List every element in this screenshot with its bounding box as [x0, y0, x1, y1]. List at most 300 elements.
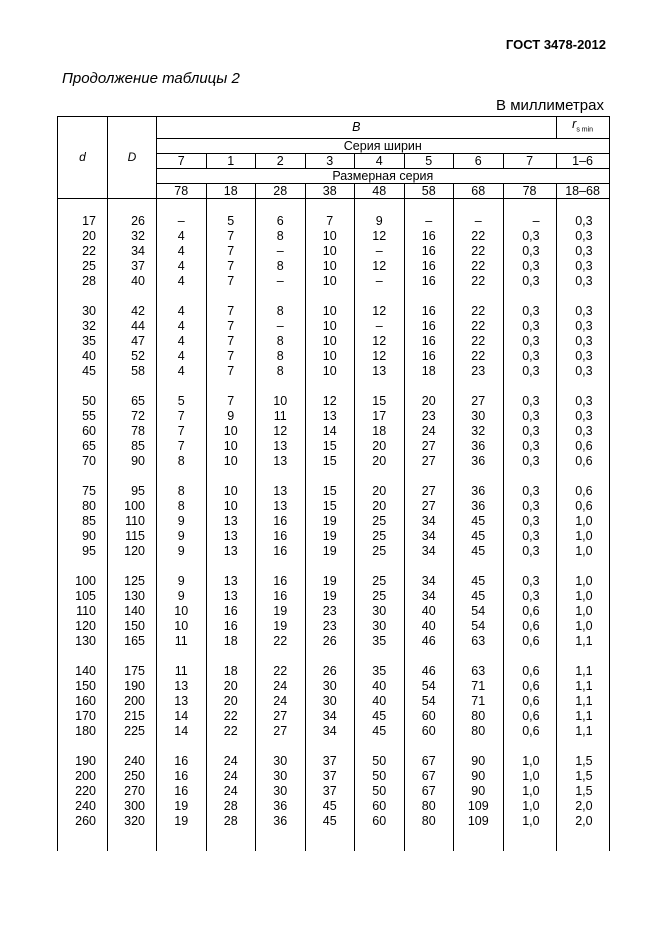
- table-cell: 0,3: [556, 304, 609, 319]
- table-body: [58, 198, 610, 851]
- table-cell: 26: [305, 634, 355, 649]
- table-cell: 19: [256, 604, 306, 619]
- table-cell: 12: [355, 334, 405, 349]
- spacer-cell: [503, 559, 556, 574]
- table-cell: 0,3: [503, 259, 556, 274]
- table-cell: 180: [58, 724, 108, 739]
- table-cell: 40: [58, 349, 108, 364]
- spacer-cell: [355, 559, 405, 574]
- table-row: [58, 409, 610, 424]
- table-cell: 10: [305, 274, 355, 289]
- table-cell: 4: [157, 274, 207, 289]
- table-cell: 130: [108, 589, 157, 604]
- table-cell: 110: [58, 604, 108, 619]
- table-cell: 54: [404, 679, 454, 694]
- spacer-cell: [157, 739, 207, 754]
- table-cell: 60: [355, 814, 405, 829]
- table-cell: 24: [206, 784, 256, 799]
- table-cell: 10: [206, 499, 256, 514]
- spacer-cell: [503, 829, 556, 851]
- table-cell: 1,1: [556, 724, 609, 739]
- table-cell: 14: [157, 709, 207, 724]
- spacer-cell: [108, 469, 157, 484]
- table-row: [58, 439, 610, 454]
- table-cell: 30: [256, 784, 306, 799]
- table-row: [58, 634, 610, 649]
- table-row: [58, 424, 610, 439]
- table-cell: 22: [454, 319, 504, 334]
- table-cell: 85: [58, 514, 108, 529]
- table-row: [58, 604, 610, 619]
- spacer-cell: [157, 829, 207, 851]
- table-cell: 71: [454, 679, 504, 694]
- table-cell: 0,6: [556, 484, 609, 499]
- table-cell: 80: [58, 499, 108, 514]
- spacer-cell: [58, 469, 108, 484]
- table-cell: 1,0: [556, 604, 609, 619]
- spacer-cell: [58, 198, 108, 214]
- table-cell: 22: [256, 634, 306, 649]
- table-row: [58, 214, 610, 229]
- table-cell: 110: [108, 514, 157, 529]
- table-cell: 0,3: [556, 259, 609, 274]
- spacer-cell: [206, 198, 256, 214]
- table-cell: 24: [256, 694, 306, 709]
- table-cell: 20: [355, 439, 405, 454]
- table-cell: 24: [256, 679, 306, 694]
- table-cell: 40: [404, 604, 454, 619]
- spacer-cell: [556, 829, 609, 851]
- table-cell: 30: [454, 409, 504, 424]
- table-cell: 10: [305, 364, 355, 379]
- width-series-cell: 4: [355, 153, 405, 168]
- table-cell: 15: [355, 394, 405, 409]
- table-cell: 7: [206, 334, 256, 349]
- table-cell: 11: [157, 634, 207, 649]
- table-cell: 5: [157, 394, 207, 409]
- spacer-cell: [355, 649, 405, 664]
- spacer-cell: [454, 469, 504, 484]
- table-cell: 13: [256, 484, 306, 499]
- table-cell: 0,3: [503, 304, 556, 319]
- table-cell: 20: [355, 454, 405, 469]
- spacer-cell: [305, 379, 355, 394]
- table-cell: 0,6: [556, 499, 609, 514]
- table-cell: 0,3: [503, 529, 556, 544]
- table-cell: 9: [157, 529, 207, 544]
- table-cell: 34: [305, 709, 355, 724]
- table-cell: 36: [454, 454, 504, 469]
- table-cell: 0,3: [503, 229, 556, 244]
- spacer-cell: [404, 379, 454, 394]
- col-header-d: d: [58, 117, 108, 199]
- col-header-rs: [556, 117, 609, 139]
- table-cell: 8: [256, 349, 306, 364]
- table-cell: 36: [256, 799, 306, 814]
- table-cell: 37: [108, 259, 157, 274]
- table-cell: 27: [256, 709, 306, 724]
- table-cell: 7: [206, 364, 256, 379]
- table-row: [58, 484, 610, 499]
- table-cell: –: [454, 214, 504, 229]
- table-cell: 19: [305, 529, 355, 544]
- spacer-cell: [256, 649, 306, 664]
- table-cell: 80: [454, 724, 504, 739]
- table-cell: 27: [404, 454, 454, 469]
- table-cell: 32: [108, 229, 157, 244]
- table-row: [58, 694, 610, 709]
- table-cell: 75: [58, 484, 108, 499]
- table-cell: 1,0: [556, 544, 609, 559]
- table-cell: 22: [454, 259, 504, 274]
- table-cell: 13: [206, 589, 256, 604]
- table-cell: –: [256, 274, 306, 289]
- table-cell: 63: [454, 664, 504, 679]
- table-cell: 0,3: [556, 424, 609, 439]
- table-cell: 27: [404, 484, 454, 499]
- table-cell: 22: [454, 244, 504, 259]
- table-cell: 25: [355, 529, 405, 544]
- spacer-cell: [355, 739, 405, 754]
- table-cell: 7: [206, 259, 256, 274]
- table-cell: 34: [404, 529, 454, 544]
- table-cell: 20: [404, 394, 454, 409]
- table-cell: 23: [305, 619, 355, 634]
- table-cell: 9: [355, 214, 405, 229]
- table-cell: 10: [305, 334, 355, 349]
- table-row: [58, 754, 610, 769]
- width-series-cell: 5: [404, 153, 454, 168]
- table-row: [58, 709, 610, 724]
- table-cell: 1,5: [556, 769, 609, 784]
- table-cell: 8: [157, 454, 207, 469]
- group-spacer: [58, 559, 610, 574]
- table-cell: 0,3: [556, 214, 609, 229]
- table-cell: 0,3: [556, 364, 609, 379]
- table-cell: 34: [108, 244, 157, 259]
- table-cell: 30: [305, 679, 355, 694]
- width-series-cell: 7: [503, 153, 556, 168]
- table-cell: 1,0: [556, 574, 609, 589]
- table-cell: 20: [206, 679, 256, 694]
- table-cell: 0,3: [556, 409, 609, 424]
- table-cell: 16: [404, 274, 454, 289]
- table-row: [58, 364, 610, 379]
- table-cell: 50: [355, 769, 405, 784]
- table-cell: 45: [305, 799, 355, 814]
- table-cell: 40: [355, 679, 405, 694]
- spacer-cell: [404, 289, 454, 304]
- table-cell: 80: [404, 799, 454, 814]
- table-cell: 22: [454, 349, 504, 364]
- table-cell: 0,3: [503, 514, 556, 529]
- table-cell: 0,6: [503, 604, 556, 619]
- table-cell: 1,1: [556, 709, 609, 724]
- standard-number: ГОСТ 3478-2012: [505, 37, 606, 52]
- table-cell: 10: [305, 319, 355, 334]
- table-cell: 320: [108, 814, 157, 829]
- table-cell: 42: [108, 304, 157, 319]
- spacer-cell: [355, 469, 405, 484]
- table-cell: 19: [157, 814, 207, 829]
- table-cell: 13: [256, 454, 306, 469]
- table-cell: –: [355, 274, 405, 289]
- table-cell: 36: [454, 499, 504, 514]
- table-cell: 109: [454, 814, 504, 829]
- table-cell: 28: [206, 814, 256, 829]
- col-header-D: D: [108, 117, 157, 199]
- table-cell: 10: [206, 484, 256, 499]
- table-cell: 12: [256, 424, 306, 439]
- table-cell: 22: [58, 244, 108, 259]
- table-cell: 18: [206, 664, 256, 679]
- table-cell: 22: [256, 664, 306, 679]
- table-cell: –: [503, 214, 556, 229]
- table-cell: 240: [108, 754, 157, 769]
- group-spacer: [58, 739, 610, 754]
- table-cell: 54: [454, 604, 504, 619]
- spacer-cell: [256, 198, 306, 214]
- table-row: [58, 814, 610, 829]
- table-cell: 1,0: [556, 514, 609, 529]
- table-row: [58, 799, 610, 814]
- table-cell: –: [256, 319, 306, 334]
- table-cell: 47: [108, 334, 157, 349]
- table-cell: 215: [108, 709, 157, 724]
- table-cell: 17: [58, 214, 108, 229]
- table-cell: 19: [305, 514, 355, 529]
- size-series-cell: 18: [206, 183, 256, 198]
- table-cell: 23: [454, 364, 504, 379]
- table-cell: 15: [305, 484, 355, 499]
- table-cell: 7: [206, 394, 256, 409]
- spacer-cell: [556, 198, 609, 214]
- table-cell: 6: [256, 214, 306, 229]
- table-cell: 7: [206, 319, 256, 334]
- table-cell: 240: [58, 799, 108, 814]
- table-cell: 140: [108, 604, 157, 619]
- table-cell: 60: [58, 424, 108, 439]
- table-cell: 0,6: [503, 634, 556, 649]
- table-cell: 270: [108, 784, 157, 799]
- table-cell: 10: [305, 244, 355, 259]
- table-cell: 190: [58, 754, 108, 769]
- table-cell: 170: [58, 709, 108, 724]
- table-cell: 7: [157, 439, 207, 454]
- table-cell: 26: [108, 214, 157, 229]
- table-cell: 8: [157, 499, 207, 514]
- table-cell: 45: [355, 724, 405, 739]
- table-cell: 28: [206, 799, 256, 814]
- spacer-cell: [108, 379, 157, 394]
- spacer-cell: [157, 198, 207, 214]
- table-cell: 23: [305, 604, 355, 619]
- table-cell: 1,1: [556, 694, 609, 709]
- table-cell: 1,0: [556, 529, 609, 544]
- group-spacer: [58, 649, 610, 664]
- spacer-cell: [454, 379, 504, 394]
- spacer-cell: [206, 559, 256, 574]
- table-cell: 13: [206, 529, 256, 544]
- table-cell: 27: [404, 499, 454, 514]
- table-cell: 60: [404, 724, 454, 739]
- table-cell: 60: [355, 799, 405, 814]
- spacer-cell: [404, 649, 454, 664]
- table-cell: 1,0: [556, 589, 609, 604]
- table-row: [58, 784, 610, 799]
- table-cell: 10: [157, 619, 207, 634]
- table-row: [58, 349, 610, 364]
- spacer-cell: [404, 198, 454, 214]
- table-cell: 54: [404, 694, 454, 709]
- table-cell: 0,6: [556, 454, 609, 469]
- table-cell: 12: [305, 394, 355, 409]
- table-cell: 1,0: [503, 814, 556, 829]
- table-cell: 0,3: [503, 349, 556, 364]
- table-cell: 95: [58, 544, 108, 559]
- table-cell: 109: [454, 799, 504, 814]
- spacer-cell: [256, 829, 306, 851]
- table-cell: 4: [157, 244, 207, 259]
- table-cell: 16: [256, 589, 306, 604]
- table-cell: 10: [206, 439, 256, 454]
- table-cell: 4: [157, 349, 207, 364]
- table-cell: 250: [108, 769, 157, 784]
- table-cell: 0,3: [503, 274, 556, 289]
- table-cell: 15: [305, 454, 355, 469]
- table-cell: 27: [256, 724, 306, 739]
- spacer-cell: [206, 289, 256, 304]
- table-cell: –: [157, 214, 207, 229]
- table-row: [58, 394, 610, 409]
- table-cell: 16: [256, 514, 306, 529]
- table-cell: 0,3: [503, 454, 556, 469]
- spacer-cell: [556, 379, 609, 394]
- table-cell: 50: [355, 784, 405, 799]
- table-cell: 30: [355, 619, 405, 634]
- spacer-cell: [58, 379, 108, 394]
- table-cell: 0,3: [503, 334, 556, 349]
- table-cell: 8: [256, 304, 306, 319]
- spacer-cell: [404, 559, 454, 574]
- table-cell: 14: [157, 724, 207, 739]
- table-cell: 8: [256, 334, 306, 349]
- table-cell: 27: [454, 394, 504, 409]
- table-cell: 46: [404, 634, 454, 649]
- group-spacer: [58, 198, 610, 214]
- table-cell: 1,0: [503, 784, 556, 799]
- table-cell: 26: [305, 664, 355, 679]
- table-cell: –: [355, 244, 405, 259]
- spacer-cell: [157, 379, 207, 394]
- table-cell: 25: [355, 514, 405, 529]
- table-cell: 0,6: [503, 679, 556, 694]
- table-cell: 11: [157, 664, 207, 679]
- table-cell: 220: [58, 784, 108, 799]
- spacer-cell: [454, 829, 504, 851]
- table-cell: 7: [157, 424, 207, 439]
- table-cell: 13: [157, 694, 207, 709]
- table-cell: 67: [404, 784, 454, 799]
- table-row: [58, 769, 610, 784]
- table-cell: 0,3: [503, 589, 556, 604]
- table-cell: 90: [454, 754, 504, 769]
- spacer-cell: [355, 379, 405, 394]
- table-cell: 17: [355, 409, 405, 424]
- table-row: [58, 229, 610, 244]
- table-cell: 0,3: [556, 334, 609, 349]
- table-cell: 10: [305, 259, 355, 274]
- table-cell: 24: [404, 424, 454, 439]
- size-series-cell: 38: [305, 183, 355, 198]
- table-cell: 0,3: [503, 364, 556, 379]
- spacer-cell: [454, 289, 504, 304]
- table-cell: 9: [157, 574, 207, 589]
- spacer-cell: [305, 829, 355, 851]
- table-cell: 9: [157, 589, 207, 604]
- table-row: [58, 259, 610, 274]
- spacer-cell: [157, 469, 207, 484]
- table-cell: 8: [256, 229, 306, 244]
- spacer-cell: [256, 469, 306, 484]
- table-cell: 37: [305, 754, 355, 769]
- table-cell: 190: [108, 679, 157, 694]
- table-cell: 7: [305, 214, 355, 229]
- table-cell: 16: [206, 619, 256, 634]
- table-cell: 58: [108, 364, 157, 379]
- table-cell: 30: [256, 769, 306, 784]
- spacer-cell: [556, 469, 609, 484]
- table-cell: 44: [108, 319, 157, 334]
- spacer-cell: [503, 198, 556, 214]
- dimensions-table: [57, 116, 610, 851]
- table-cell: 12: [355, 259, 405, 274]
- table-cell: 7: [206, 229, 256, 244]
- width-series-cell: 6: [454, 153, 504, 168]
- table-cell: 4: [157, 259, 207, 274]
- table-cell: 52: [108, 349, 157, 364]
- table-cell: 35: [355, 634, 405, 649]
- table-cell: 34: [404, 544, 454, 559]
- table-cell: 0,3: [503, 244, 556, 259]
- spacer-cell: [157, 559, 207, 574]
- table-cell: 25: [58, 259, 108, 274]
- table-cell: 71: [454, 694, 504, 709]
- table-cell: 22: [454, 274, 504, 289]
- table-cell: 7: [157, 409, 207, 424]
- table-cell: 35: [58, 334, 108, 349]
- table-row: [58, 529, 610, 544]
- table-cell: 34: [404, 589, 454, 604]
- table-bottom: [58, 829, 610, 851]
- spacer-cell: [404, 829, 454, 851]
- table-cell: 13: [355, 364, 405, 379]
- group-spacer: [58, 379, 610, 394]
- table-row: [58, 499, 610, 514]
- table-cell: 225: [108, 724, 157, 739]
- table-cell: 20: [355, 499, 405, 514]
- table-cell: 54: [454, 619, 504, 634]
- table-cell: 28: [58, 274, 108, 289]
- group-spacer: [58, 289, 610, 304]
- table-cell: 20: [355, 484, 405, 499]
- spacer-cell: [305, 649, 355, 664]
- table-cell: 32: [454, 424, 504, 439]
- table-cell: 0,3: [503, 499, 556, 514]
- table-cell: 22: [206, 724, 256, 739]
- table-cell: 11: [256, 409, 306, 424]
- table-cell: 34: [404, 574, 454, 589]
